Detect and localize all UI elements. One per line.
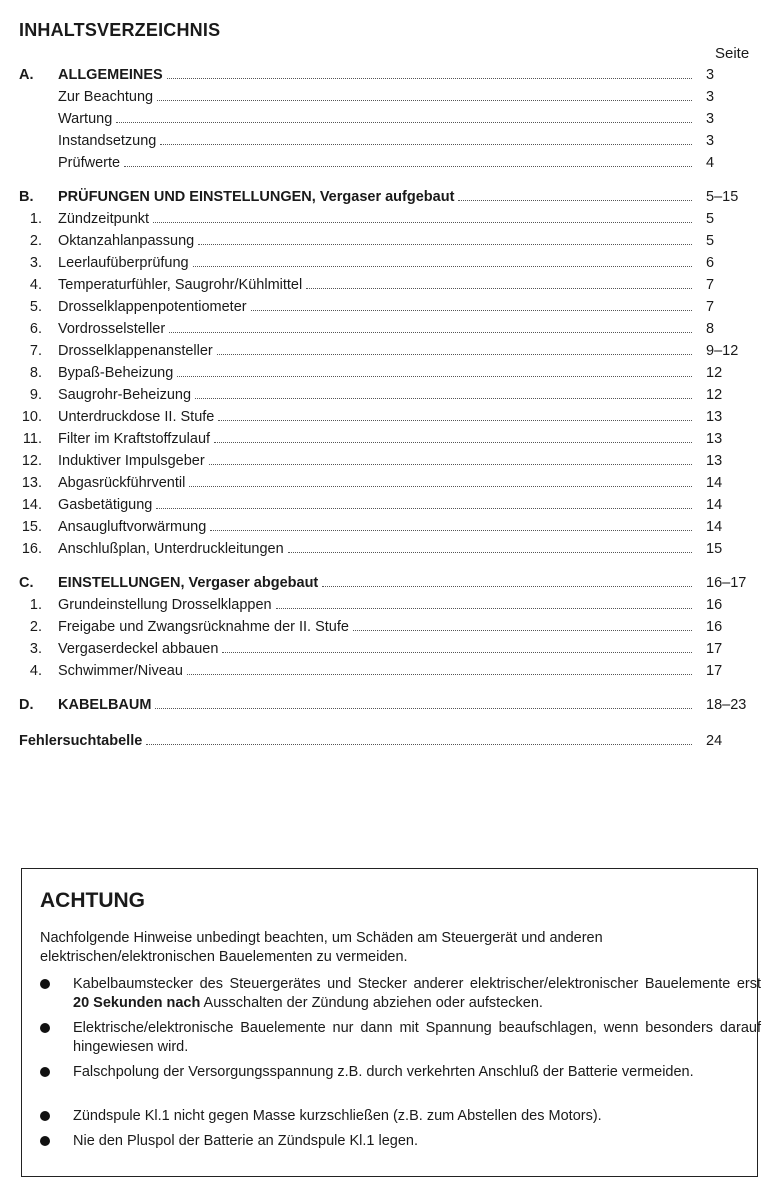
toc-page-number: 13 [706,409,723,425]
bullet-dot-icon [40,1111,50,1121]
toc-page-number: 14 [706,519,723,535]
toc-entry [0,186,780,208]
toc-leader-dots [124,166,692,167]
bullet-dot-icon [40,1067,50,1077]
toc-page-number: 18–23 [706,697,747,713]
page-column-header: Seite [715,45,750,62]
toc-entry [0,572,780,594]
toc-page-number: 8 [706,321,715,337]
toc-entry-number: B. [19,189,34,205]
toc-entry [0,130,780,152]
toc-entry-label: Schwimmer/Niveau [58,663,183,679]
toc-leader-dots [189,486,692,487]
toc-page-number: 13 [706,431,723,447]
toc-entry-number: 3. [29,255,42,271]
achtung-notice-box [21,868,761,1177]
toc-leader-dots [116,122,692,123]
achtung-bullet-text: Nie den Pluspol der Batterie an Zündspule Kl.1 legen. [73,1133,418,1149]
achtung-title: ACHTUNG [40,889,145,912]
toc-entry [0,340,780,362]
toc-page-number: 16 [706,619,723,635]
toc-entry [0,252,780,274]
toc-leader-dots [167,78,692,79]
toc-entry-number: 3. [29,641,42,657]
toc-entry [0,64,780,86]
toc-page-number: 5 [706,211,715,227]
toc-entry-label: Abgasrückführventil [58,475,186,491]
toc-entry [0,406,780,428]
toc-entry-label: Saugrohr-Beheizung [58,387,192,403]
toc-page-number: 6 [706,255,715,271]
achtung-bullet-text: Elektrische/elektronische Bauelemente nur dann mit Spannung beaufschlagen, wenn besonders darauf hingewiesen wird. [73,1020,761,1055]
toc-entry [0,730,780,752]
toc-entry-number: 8. [29,365,42,381]
toc-entry [0,428,780,450]
toc-page-number: 5 [706,233,715,249]
toc-entry-number: 2. [29,233,42,249]
toc-page-number: 5–15 [706,189,739,205]
toc-entry [0,208,780,230]
toc-leader-dots [222,652,692,653]
toc-entry-label: Anschlußplan, Unterdruckleitungen [58,541,284,557]
toc-entry-label: PRÜFUNGEN UND EINSTELLUNGEN, Vergaser aufgebaut [58,189,455,205]
toc-leader-dots [288,552,692,553]
toc-entry [0,516,780,538]
toc-leader-dots [276,608,692,609]
toc-entry [0,494,780,516]
toc-entry-label: Drosselklappenansteller [58,343,213,359]
toc-entry-label: Zur Beachtung [58,89,154,105]
toc-page-number: 16 [706,597,723,613]
toc-entry-label: Fehlersuchtabelle [19,733,143,749]
toc-entry [0,660,780,682]
toc-leader-dots [322,586,692,587]
toc-leader-dots [160,144,692,145]
toc-leader-dots [156,508,692,509]
toc-leader-dots [198,244,692,245]
toc-page-number: 3 [706,89,715,105]
toc-entry [0,472,780,494]
toc-entry-number: 1. [29,597,42,613]
toc-entry-label: Vordrosselsteller [58,321,166,337]
toc-leader-dots [306,288,692,289]
toc-entry [0,616,780,638]
toc-page-number: 3 [706,133,715,149]
toc-page-number: 4 [706,155,715,171]
toc-entry-number: 1. [29,211,42,227]
toc-entry-number: 7. [29,343,42,359]
toc-entry [0,538,780,560]
page-title: INHALTSVERZEICHNIS [19,20,221,40]
toc-entry-label: Instandsetzung [58,133,157,149]
toc-entry-label: Gasbetätigung [58,497,153,513]
toc-entry [0,274,780,296]
toc-entry [0,318,780,340]
toc-leader-dots [146,744,692,745]
toc-entry-label: Filter im Kraftstoffzulauf [58,431,211,447]
toc-entry-number: 2. [29,619,42,635]
achtung-intro: Nachfolgende Hinweise unbedingt beachten, um Schäden am Steuergerät und anderen elektrischen/elektronischen Bauelementen zu vermeiden. [40,930,603,965]
toc-entry-label: Vergaserdeckel abbauen [58,641,219,657]
toc-leader-dots [251,310,692,311]
toc-leader-dots [169,332,692,333]
toc-entry-label: Prüfwerte [58,155,121,171]
bullet-dot-icon [40,1023,50,1033]
toc-entry-number: 10. [21,409,42,425]
toc-entry-label: Oktanzahlanpassung [58,233,195,249]
toc-entry-label: Bypaß-Beheizung [58,365,174,381]
toc-entry [0,152,780,174]
toc-entry-number: 6. [29,321,42,337]
toc-page-number: 12 [706,365,723,381]
toc-entry-label: EINSTELLUNGEN, Vergaser abgebaut [58,575,319,591]
toc-entry-label: Leerlaufüberprüfung [58,255,189,271]
toc-entry [0,230,780,252]
toc-page-number: 7 [706,299,715,315]
toc-entry-label: KABELBAUM [58,697,152,713]
toc-entry-number: 11. [22,431,42,447]
bullet-dot-icon [40,979,50,989]
toc-entry-label: Induktiver Impulsgeber [58,453,205,469]
toc-entry-number: 12. [21,453,42,469]
toc-entry [0,694,780,716]
toc-entry-label: Grundeinstellung Drosselklappen [58,597,272,613]
toc-entry-number: C. [19,575,34,591]
toc-leader-dots [214,442,692,443]
bullet-dot-icon [40,1136,50,1146]
achtung-bullet-text: Zündspule Kl.1 nicht gegen Masse kurzschließen (z.B. zum Abstellen des Motors). [73,1108,602,1124]
toc-page-number: 13 [706,453,723,469]
toc-leader-dots [153,222,692,223]
toc-entry-label: Zündzeitpunkt [58,211,150,227]
toc-entry-number: 9. [29,387,42,403]
toc-leader-dots [218,420,692,421]
toc-entry-number: 14. [21,497,42,513]
toc-leader-dots [155,708,692,709]
toc-entry-number: A. [19,67,34,83]
toc-leader-dots [210,530,692,531]
toc-entry-label: Unterdruckdose II. Stufe [58,409,215,425]
toc-leader-dots [195,398,692,399]
achtung-bullet-text: Falschpolung der Versorgungsspannung z.B. durch verkehrten Anschluß der Batterie vermeiden. [73,1064,694,1080]
toc-entry [0,296,780,318]
toc-page-number: 9–12 [706,343,739,359]
toc-entry-number: 4. [29,663,42,679]
toc-entry-number: 15. [21,519,42,535]
toc-page-number: 3 [706,67,715,83]
toc-page-number: 15 [706,541,723,557]
toc-entry [0,108,780,130]
toc-entry [0,362,780,384]
toc-leader-dots [209,464,692,465]
toc-entry-label: ALLGEMEINES [58,67,163,83]
toc-entry-label: Wartung [58,111,113,127]
toc-page-number: 24 [706,733,723,749]
toc-entry [0,384,780,406]
toc-leader-dots [458,200,692,201]
toc-entry [0,450,780,472]
toc-leader-dots [353,630,692,631]
toc-entry-label: Drosselklappenpotentiometer [58,299,247,315]
toc-entry [0,594,780,616]
toc-page-number: 14 [706,497,723,513]
toc-entry [0,638,780,660]
toc-entry-label: Ansaugluftvorwärmung [58,519,207,535]
toc-entry-number: D. [19,697,34,713]
toc-leader-dots [187,674,692,675]
achtung-bullet-text: Kabelbaumstecker des Steuergerätes und Stecker anderer elektrischer/elektronischer Bauelemente erst 20 Sekunden nach Ausschalten der Zündung abziehen oder aufstecken. [73,976,761,1011]
toc-leader-dots [177,376,692,377]
toc-leader-dots [193,266,692,267]
toc-page-number: 17 [706,641,723,657]
toc-entry-number: 16. [21,541,42,557]
toc-entry-label: Temperaturfühler, Saugrohr/Kühlmittel [58,277,303,293]
toc-page-number: 17 [706,663,723,679]
toc-entry-label: Freigabe und Zwangsrücknahme der II. Stufe [58,619,349,635]
toc-leader-dots [217,354,692,355]
toc-page-number: 7 [706,277,715,293]
toc-entry-number: 13. [21,475,42,491]
toc-entry-number: 4. [29,277,42,293]
toc-page-number: 14 [706,475,723,491]
toc-entry-number: 5. [29,299,42,315]
toc-entry [0,86,780,108]
toc-page-number: 3 [706,111,715,127]
toc-page-number: 12 [706,387,723,403]
toc-leader-dots [157,100,692,101]
toc-page-number: 16–17 [706,575,747,591]
